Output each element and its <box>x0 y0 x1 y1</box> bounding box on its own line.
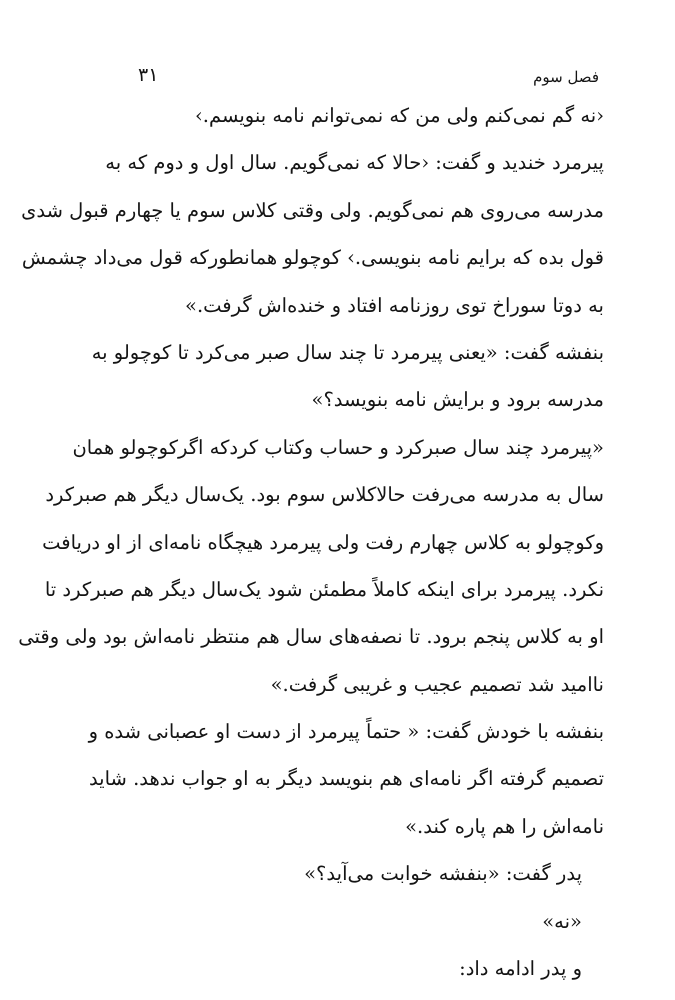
text-line: پیرمرد خندید و گفت: ‹حالا که نمی‌گویم. سال اول و دوم که به <box>105 151 604 175</box>
text-line: بنفشه گفت: «یعنی پیرمرد تا چند سال صبر می‌کرد تا کوچولو به <box>91 340 604 364</box>
text-line: مدرسه می‌روی هم نمی‌گویم. ولی وقتی کلاس سوم یا چهارم قبول شدی <box>21 198 604 222</box>
text-line: وکوچولو به کلاس چهارم رفت ولی پیرمرد هیچگاه نامه‌ای از او دریافت <box>42 530 604 554</box>
body-text <box>18 92 604 992</box>
text-line: «نه» <box>542 909 582 933</box>
text-line: «پیرمرد چند سال صبرکرد و حساب وکتاب کردکه اگرکوچولو همان <box>72 435 604 459</box>
text-line: و پدر ادامه داد: <box>459 957 582 981</box>
text-line: قول بده که برایم نامه بنویسی.› کوچولو همانطورکه قول می‌داد چشمش <box>21 246 604 270</box>
text-line: بنفشه با خودش گفت: « حتماً پیرمرد از دست او عصبانی شده و <box>88 720 604 744</box>
text-line: نامه‌اش را هم پاره کند.» <box>405 814 604 838</box>
text-line: او به کلاس پنجم برود. تا نصفه‌های سال هم منتظر نامه‌اش بود ولی وقتی <box>18 625 604 649</box>
page-number: ۳۱ <box>138 64 159 86</box>
text-line: نکرد. پیرمرد برای اینکه کاملاً مطمئن شود یک‌سال دیگر هم صبرکرد تا <box>44 577 604 601</box>
text-line: مدرسه برود و برایش نامه بنویسد؟» <box>311 388 604 412</box>
text-line: سال به مدرسه می‌رفت حالاکلاس سوم بود. یک‌سال دیگر هم صبرکرد <box>45 483 604 507</box>
running-head <box>128 52 599 86</box>
chapter-title: فصل سوم <box>533 68 599 86</box>
text-line: به دوتا سوراخ توی روزنامه افتاد و خنده‌اش گرفت.» <box>185 293 604 317</box>
text-line: پدر گفت: «بنفشه خوابت می‌آید؟» <box>304 862 582 886</box>
text-line: ‹نه گم نمی‌کنم ولی من که نمی‌توانم نامه بنویسم.› <box>195 104 604 127</box>
text-line: تصمیم گرفته اگر نامه‌ای هم بنویسد دیگر به او جواب ندهد. شاید <box>88 767 604 791</box>
text-line: ناامید شد تصمیم عجیب و غریبی گرفت.» <box>270 672 604 696</box>
